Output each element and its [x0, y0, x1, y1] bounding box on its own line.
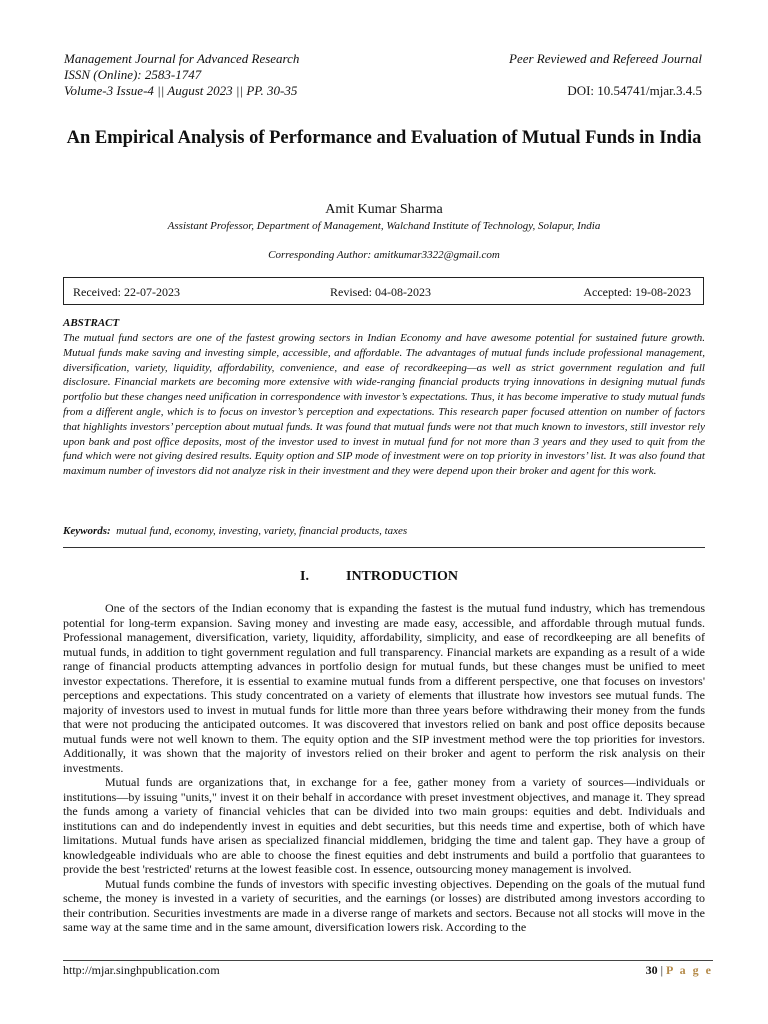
accepted-date: Accepted: 19-08-2023 — [583, 285, 691, 299]
dates-box — [63, 277, 704, 305]
introduction-body — [63, 601, 705, 935]
paragraph: Mutual funds combine the funds of investors with specific investing objectives. Depending on the goals of the mutual fund scheme, the money is invested in a variety of securities, and the earnings (or losses) are distributed among investors according to their contribution. Securities investments are made in a diverse range of markets and sectors. Because not all stocks will move in the same way at the same time and in the same amount, diversification lowers risk. According to the — [63, 876, 705, 934]
keywords — [63, 525, 407, 537]
abstract-heading: ABSTRACT — [63, 317, 120, 329]
doi: DOI: 10.54741/mjar.3.4.5 — [567, 83, 702, 98]
page-number: 30 — [645, 963, 658, 977]
keywords-text: mutual fund, economy, investing, variety, financial products, taxes — [116, 525, 408, 537]
footer-url-link[interactable]: http://mjar.singhpublication.com — [63, 963, 220, 977]
section-divider — [63, 547, 705, 548]
author-affiliation: Assistant Professor, Department of Management, Walchand Institute of Technology, Solapur, India — [167, 220, 601, 232]
journal-name: Management Journal for Advanced Research — [64, 51, 300, 66]
page-footer — [646, 963, 713, 978]
section-title: INTRODUCTION — [346, 569, 459, 584]
journal-issn: ISSN (Online): 2583-1747 — [64, 67, 202, 82]
journal-volume: Volume-3 Issue-4 || August 2023 || PP. 30-35 — [64, 83, 298, 98]
corresponding-author: Corresponding Author: amitkumar3322@gmail.com — [268, 249, 500, 261]
paper-title: An Empirical Analysis of Performance and Evaluation of Mutual Funds in India — [66, 128, 702, 148]
abstract-text: The mutual fund sectors are one of the fastest growing sectors in Indian Economy and have awesome potential for sustained future growth. Mutual funds make saving and investing simple, accessible, and affordable. The advantages of mutual funds include professional management, diversification, variety, liquidity, affordability, convenience, and ease of recordkeeping—as well as strict government regulation and full disclosure. Financial markets are becoming more extensive with wide-ranging financial products trying innovations in designing mutual funds portfolio but these changes need unification in correspondence with investor’s expectations. Thus, it has become imperative to study mutual funds from a different angle, which is to focus on investor’s perception and expectations. This research paper focused attention on number of factors that highlights investors’ perception about mutual funds. It was found that mutual funds were not that much known to investors, still investor rely upon bank and post office deposits, most of the investor used to invest in mutual fund for not more than 3 years and they used to quit from the fund which were not giving desired results. Equity option and SIP mode of investment were on top priority in investors’ list. It was also found that maximum number of investors did not analyze risk in their investment and they were depend upon their broker and agent for this work. — [63, 332, 705, 478]
paragraph: One of the sectors of the Indian economy that is expanding the fastest is the mutual fund industry, which has tremendous potential for long-term expansion. Saving money and investing are made easy, accessible, and affordable through mutual funds. Professional management, diversification, variety, liquidity, affordability, simplicity, and ease of recordkeeping are all benefits of mutual funds, in addition to tight government regulation and full transparency. Financial markets are expanding as a result of a wide range of financial products attempting advances in portfolio design for mutual funds, but these changes must be unified to meet investor expectations. Therefore, it is essential to examine mutual funds from a different perspective, one that focuses on investors' perceptions and expectations. This study concentrated on a variety of elements that illustrate how investors see mutual funds. The majority of investors used to invest in mutual funds for little more than three years before withdrawing their money from the funds that were not producing the anticipated outcomes. It was discovered that investors relied on bank and post office deposits because mutual funds were not well known to them. The equity option and the SIP investment method were the top priorities for investors. Additionally, it was shown that the majority of investors relied on their broker and agent to perform the risk analysis on their investments. — [63, 601, 705, 775]
author-name: Amit Kumar Sharma — [325, 202, 443, 217]
review-label: Peer Reviewed and Refereed Journal — [509, 51, 702, 66]
page-separator: | — [660, 963, 663, 977]
page-label: P a g e — [666, 963, 713, 977]
received-date: Received: 22-07-2023 — [73, 285, 180, 299]
journal-header — [64, 51, 299, 99]
paragraph: Mutual funds are organizations that, in exchange for a fee, gather money from a variety of sources—individuals or institutions—by issuing "units," invest it on their behalf in accordance with preset investment objectives, and manage it. They spread the funds among a variety of financial vehicles that can be divided into two main groups: equities and debt. Individuals and institutions can and do independently invest in equities and debt securities, but this needs time and expertise, both of which have limitations. Mutual funds have arisen as specialized financial middlemen, bridging the time and talent gap. They have a group of knowledgeable individuals who are able to choose the finest equities and debt instruments and build a portfolio that guarantees to provide the best 'restricted' returns at the lowest feasible cost. In essence, outsourcing money management is involved. — [63, 775, 705, 876]
footer-divider — [63, 960, 713, 961]
revised-date: Revised: 04-08-2023 — [330, 285, 431, 299]
keywords-label: Keywords: — [63, 525, 111, 537]
section-number: I. — [300, 569, 309, 584]
